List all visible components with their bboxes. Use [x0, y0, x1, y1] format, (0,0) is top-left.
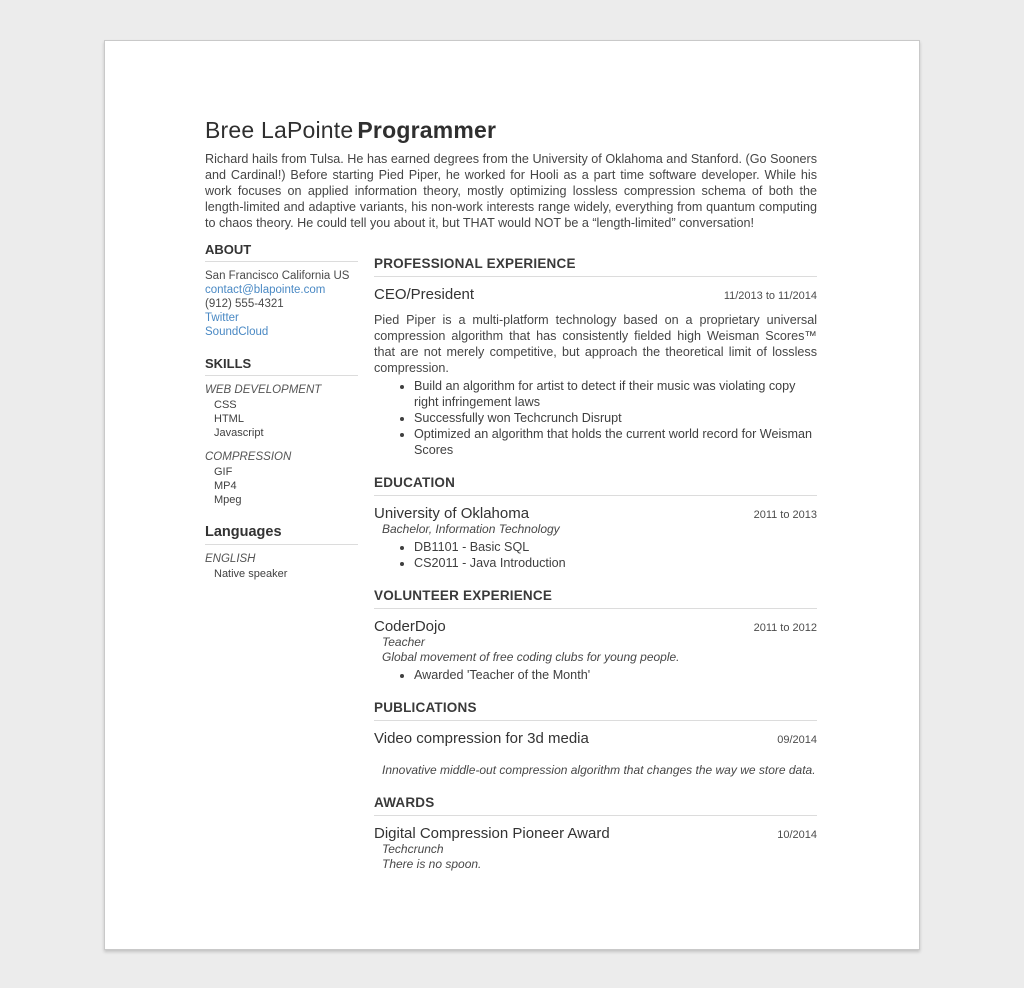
resume-page [104, 40, 920, 950]
resume-columns [205, 242, 817, 889]
language-group-english [205, 552, 358, 581]
experience-bullet: • Build an algorithm for artist to detect if their music was violating copy right infringement laws [414, 378, 817, 410]
education-degree: Bachelor, Information Technology [382, 522, 560, 536]
volunteer-role: Teacher [382, 635, 425, 649]
publication-title: Video compression for 3d media [374, 730, 589, 747]
about-section [205, 242, 358, 339]
publications-section [374, 700, 817, 778]
award-note: There is no spoon. [382, 857, 482, 871]
email-link[interactable]: contact@blapointe.com [205, 284, 326, 296]
skill-item: GIF [214, 466, 233, 478]
skill-group-name: COMPRESSION [205, 451, 292, 463]
experience-heading: PROFESSIONAL EXPERIENCE [374, 256, 817, 277]
education-date: 2011 to 2013 [753, 509, 817, 521]
skill-group-web-development [205, 383, 358, 440]
main-column [374, 242, 817, 889]
language-name: ENGLISH [205, 553, 256, 565]
skill-group-compression [205, 450, 358, 507]
experience-entry-head [374, 286, 817, 303]
volunteer-summary: Global movement of free coding clubs for young people. [382, 650, 680, 664]
award-date: 10/2014 [777, 829, 817, 841]
award-entry-head [374, 825, 817, 842]
twitter-link[interactable]: Twitter [205, 312, 239, 324]
experience-date: 11/2013 to 11/2014 [723, 290, 817, 302]
skill-item: Javascript [214, 427, 264, 439]
about-heading: ABOUT [205, 242, 358, 262]
education-section [374, 475, 817, 571]
award-issuer: Techcrunch [382, 842, 444, 856]
candidate-name: Bree LaPointe [205, 117, 354, 143]
skill-item: MP4 [214, 480, 237, 492]
award-title: Digital Compression Pioneer Award [374, 825, 610, 842]
volunteer-section [374, 588, 817, 683]
experience-description: Pied Piper is a multi-platform technology based on a proprietary universal compression algorithm that has consistently fielded high Weisman Scores™ that are not merely competitive, but approach the theoretical limit of lossless compression. [374, 313, 817, 375]
publications-heading: PUBLICATIONS [374, 700, 817, 721]
skills-section [205, 356, 358, 507]
experience-section [374, 256, 817, 458]
language-level: Native speaker [214, 568, 288, 580]
languages-section [205, 524, 358, 581]
education-bullet: • CS2011 - Java Introduction [414, 555, 817, 571]
about-location: San Francisco California US [205, 270, 350, 282]
volunteer-bullet: • Awarded 'Teacher of the Month' [414, 667, 817, 683]
volunteer-entry-head [374, 618, 817, 635]
publication-entry-head [374, 730, 817, 747]
skill-item: HTML [214, 413, 244, 425]
about-phone: (912) 555-4321 [205, 298, 284, 310]
languages-heading: Languages [205, 524, 358, 545]
experience-bullet: • Optimized an algorithm that holds the current world record for Weisman Scores [414, 426, 817, 458]
volunteer-title: CoderDojo [374, 618, 446, 635]
experience-bullets [374, 378, 817, 458]
experience-bullet: • Successfully won Techcrunch Disrupt [414, 410, 817, 426]
volunteer-bullets [374, 667, 817, 683]
candidate-summary: Richard hails from Tulsa. He has earned degrees from the University of Oklahoma and Stanford. (Go Sooners and Cardinal!) Before starting Pied Piper, he worked for Hooli as a part time software developer. While his work focuses on applied information theory, mostly optimizing lossless compression schema of both the length-limited and adaptive variants, his non-work interests range widely, everything from quantum computing to chaos theory. He could tell you about it, but THAT would NOT be a “length-limited” conversation! [205, 152, 817, 230]
education-entry-head [374, 505, 817, 522]
experience-title: CEO/President [374, 286, 475, 303]
awards-heading: AWARDS [374, 795, 817, 816]
publication-date: 09/2014 [777, 734, 817, 746]
skill-item: Mpeg [214, 494, 242, 506]
candidate-role: Programmer [357, 117, 497, 143]
education-heading: EDUCATION [374, 475, 817, 496]
sidebar [205, 242, 358, 889]
volunteer-heading: VOLUNTEER EXPERIENCE [374, 588, 817, 609]
skill-group-name: WEB DEVELOPMENT [205, 384, 322, 396]
education-bullet: • DB1101 - Basic SQL [414, 539, 817, 555]
education-title: University of Oklahoma [374, 505, 530, 522]
education-bullets [374, 539, 817, 571]
soundcloud-link[interactable]: SoundCloud [205, 326, 269, 338]
skills-heading: SKILLS [205, 356, 358, 376]
awards-section [374, 795, 817, 872]
skill-item: CSS [214, 399, 237, 411]
publication-summary: Innovative middle-out compression algorithm that changes the way we store data. [382, 763, 816, 777]
volunteer-date: 2011 to 2012 [753, 622, 817, 634]
page-title [205, 117, 817, 144]
